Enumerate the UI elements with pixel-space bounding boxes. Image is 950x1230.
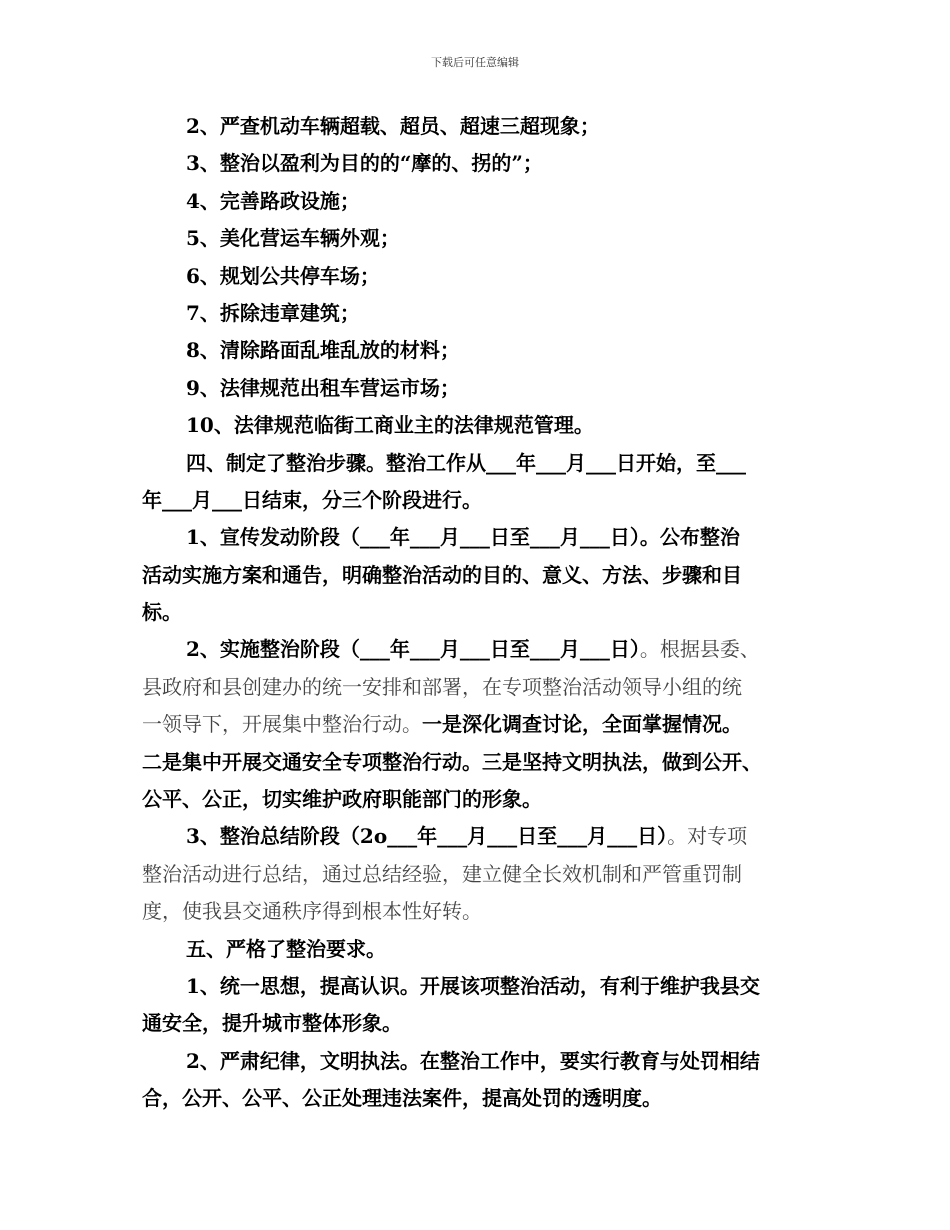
text-segment: 1、宣传发动阶段（___年___月___日至___月___日）。公布整治 xyxy=(186,525,740,550)
list-item xyxy=(142,258,827,295)
paragraph-line xyxy=(142,893,827,930)
list-item xyxy=(142,332,827,369)
paragraph-line xyxy=(142,557,827,594)
text-segment: 3、整治以盈利为目的的“摩的、拐的”； xyxy=(186,151,543,176)
text-segment: 合，公开、公平、公正处理违法案件，提高处罚的透明度。 xyxy=(142,1086,662,1111)
document-body xyxy=(142,108,827,1118)
text-segment: 二是集中开展交通安全专项整治行动。三是坚持文明执法，做到公开、 xyxy=(142,749,762,774)
list-item xyxy=(142,407,827,444)
paragraph-line xyxy=(142,519,827,556)
text-segment: 1、统一思想，提高认识。开展该项整治活动，有利于维护我县交 xyxy=(186,973,760,998)
text-segment: 年___月___日结束，分三个阶段进行。 xyxy=(142,487,482,512)
text-segment: 一是深化调查讨论，全面掌握情况。 xyxy=(422,712,742,737)
text-segment: 公平、公正，切实维护政府职能部门的形象。 xyxy=(142,787,542,812)
text-segment: 3、整治总结阶段（2o___年___月___日至___月___日） xyxy=(186,824,668,849)
text-segment: 8、清除路面乱堆乱放的材料； xyxy=(186,338,460,363)
paragraph-line xyxy=(142,1005,827,1042)
paragraph-line xyxy=(142,856,827,893)
text-segment: 2、严查机动车辆超载、超员、超速三超现象； xyxy=(186,114,600,138)
paragraph-line xyxy=(142,818,827,855)
text-segment: 四、制定了整治步骤。整治工作从___年___月___日开始，至___ xyxy=(186,450,746,475)
section-heading-line xyxy=(142,445,827,482)
list-item xyxy=(142,108,827,145)
text-segment: 标。 xyxy=(142,600,182,625)
paragraph-line xyxy=(142,744,827,781)
text-segment: 度，使我县交通秩序得到根本性好转。 xyxy=(142,899,482,924)
text-segment: 9、法律规范出租车营运市场； xyxy=(186,375,460,400)
section-heading-line xyxy=(142,931,827,968)
text-segment: 4、完善路政设施； xyxy=(186,188,360,213)
text-segment: 2、严肃纪律，文明执法。在整治工作中，要实行教育与处罚相结 xyxy=(186,1048,760,1073)
list-item xyxy=(142,220,827,257)
paragraph-line xyxy=(142,781,827,818)
text-segment: 五、严格了整治要求。 xyxy=(186,936,386,961)
text-segment: 一领导下，开展集中整治行动。 xyxy=(142,712,422,737)
text-segment: 县政府和县创建办的统一安排和部署，在专项整治活动领导小组的统 xyxy=(142,674,742,699)
list-item xyxy=(142,370,827,407)
text-segment: 通安全，提升城市整体形象。 xyxy=(142,1011,402,1036)
text-segment: 活动实施方案和通告，明确整治活动的目的、意义、方法、步骤和目 xyxy=(142,562,742,587)
text-segment: 6、规划公共停车场； xyxy=(186,263,380,288)
list-item xyxy=(142,145,827,182)
text-segment: 2、实施整治阶段（___年___月___日至___月___日） xyxy=(186,637,640,662)
paragraph-line xyxy=(142,669,827,706)
paragraph-line xyxy=(142,594,827,631)
paragraph-line xyxy=(142,968,827,1005)
paragraph-line xyxy=(142,706,827,743)
paragraph-line xyxy=(142,1080,827,1117)
text-segment: 10、法律规范临街工商业主的法律规范管理。 xyxy=(186,413,594,438)
text-segment: 。对专项 xyxy=(667,824,748,849)
paragraph-line xyxy=(142,482,827,519)
list-item xyxy=(142,183,827,220)
text-segment: 7、拆除违章建筑； xyxy=(186,300,360,325)
page-header-note: 下载后可任意编辑 xyxy=(431,56,519,69)
paragraph-line xyxy=(142,1043,827,1080)
list-item xyxy=(142,295,827,332)
text-segment: 。根据县委、 xyxy=(639,637,760,662)
text-segment: 5、美化营运车辆外观； xyxy=(186,226,400,251)
paragraph-line xyxy=(142,631,827,668)
text-segment: 整治活动进行总结，通过总结经验，建立健全长效机制和严管重罚制 xyxy=(142,861,742,886)
